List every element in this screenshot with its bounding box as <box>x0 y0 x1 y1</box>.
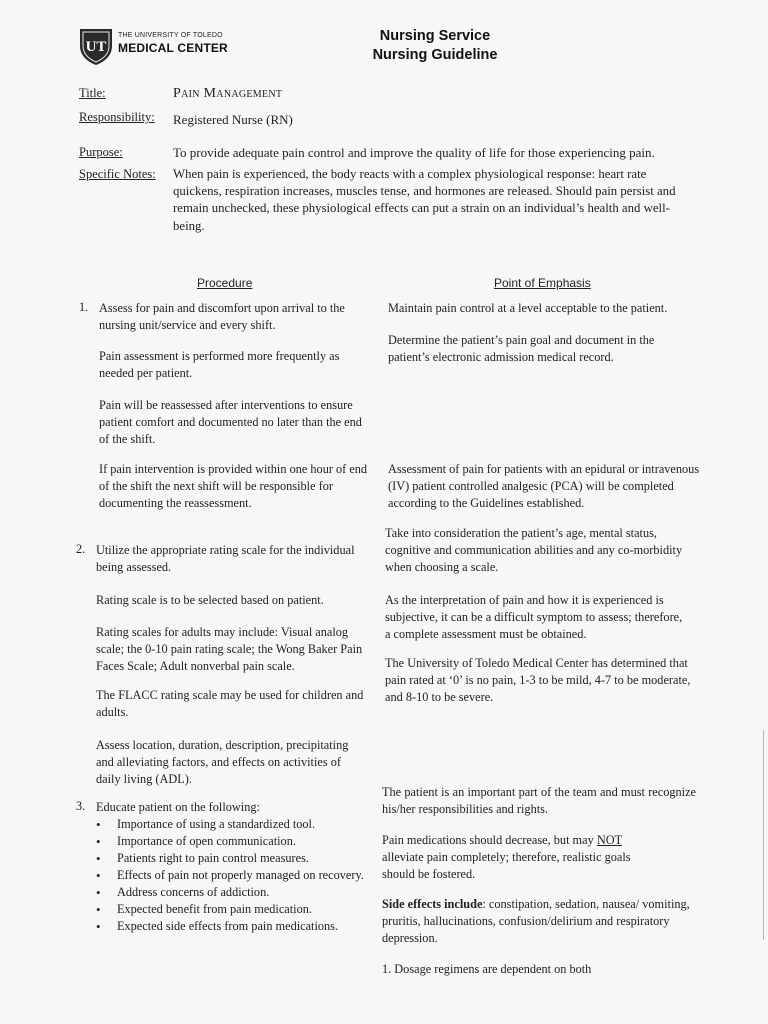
emphasis-paragraph: Determine the patient’s pain goal and document in the patient’s electronic admission medical record. <box>388 333 655 364</box>
emphasis-paragraph: Take into consideration the patient’s age, mental status, cognitive and communication abilities and any co-morbidity when choosing a scale. <box>385 526 683 574</box>
title-value: Pain Management <box>173 86 283 101</box>
step-2-number: 2. <box>76 542 86 556</box>
emphasis-paragraph <box>382 832 664 883</box>
university-name: THE UNIVERSITY OF TOLEDO <box>118 32 223 39</box>
emphasis-not-text: NOT <box>596 833 622 847</box>
side-effects-label: Side effects include <box>382 897 483 911</box>
purpose-value: To provide adequate pain control and improve the quality of life for those experiencing pain. <box>173 145 655 160</box>
step-2-paragraph: Rating scales for adults may include: Visual analog scale; the 0-10 pain rating scale; the Wong Baker Pain Faces Scale; Adult nonverbal pain scale. <box>96 625 363 673</box>
purpose-label: Purpose: <box>79 145 123 159</box>
emphasis-paragraph: Maintain pain control at a level acceptable to the patient. <box>388 301 668 315</box>
side-effects-paragraph <box>382 896 700 947</box>
education-bullet-list <box>96 816 366 935</box>
medical-center-name: MEDICAL CENTER <box>118 41 228 55</box>
step-1-paragraph: If pain intervention is provided within one hour of end of the shift the next shift will be responsible for documenting the reassessment. <box>99 462 368 510</box>
step-2-paragraph: The FLACC rating scale may be used for children and adults. <box>96 688 364 719</box>
step-1-number: 1. <box>79 300 89 314</box>
nursing-guideline-title: Nursing Guideline <box>372 47 498 63</box>
specific-notes-label: Specific Notes: <box>79 167 156 181</box>
list-item: • Importance of open communication. <box>96 833 366 850</box>
emphasis-paragraph: As the interpretation of pain and how it is experienced is subjective, it can be a difficult symptom to assess; therefore, a complete assessment must be obtained. <box>385 593 683 641</box>
step-1-text: Assess for pain and discomfort upon arrival to the nursing unit/service and every shift. <box>99 301 345 332</box>
list-item: • Importance of using a standardized tool. <box>96 816 366 833</box>
procedure-heading: Procedure <box>197 276 253 290</box>
step-2-text: Utilize the appropriate rating scale for the individual being assessed. <box>96 543 355 574</box>
step-2-paragraph: Assess location, duration, description, precipitating and alleviating factors, and effects on activities of daily living (ADL). <box>96 738 349 786</box>
point-of-emphasis-heading: Point of Emphasis <box>494 276 591 290</box>
emphasis-paragraph: 1. Dosage regimens are dependent on both <box>382 962 592 976</box>
page-edge-line <box>763 730 764 940</box>
list-item: • Expected side effects from pain medications. <box>96 918 366 935</box>
list-item: • Address concerns of addiction. <box>96 884 366 901</box>
specific-notes-value: When pain is experienced, the body reacts with a complex physiological response: heart rate quickens, respiration increases, muscles tense, and hormones are released. Should pain persist and remain unchecked, these physiological effects can put a strain on an individual’s health and well-being. <box>173 167 676 233</box>
emphasis-paragraph: The University of Toledo Medical Center has determined that pain rated at ‘0’ is no pain, 1-3 to be mild, 4-7 to be moderate, and 8-10 to be severe. <box>385 656 691 704</box>
logo-letters: UT <box>85 39 107 55</box>
side-effects-text: : constipation, sedation, nausea/ vomiting, pruritis, hallucinations, confusion/delirium and respiratory depression. <box>382 897 690 945</box>
shield-logo-icon <box>78 26 114 66</box>
nursing-service-title: Nursing Service <box>379 28 491 44</box>
emphasis-paragraph: The patient is an important part of the team and must recognize his/her responsibilities and rights. <box>382 785 696 816</box>
responsibility-label: Responsibility: <box>79 110 155 124</box>
university-logo <box>78 26 228 68</box>
responsibility-value: Registered Nurse (RN) <box>173 112 293 127</box>
emphasis-paragraph: Assessment of pain for patients with an epidural or intravenous (IV) patient controlled analgesic (PCA) will be completed according to the Guidelines established. <box>388 462 700 510</box>
step-1-paragraph: Pain will be reassessed after interventions to ensure patient comfort and documented no later than the end of the shift. <box>99 398 362 446</box>
list-item: • Patients right to pain control measures. <box>96 850 366 867</box>
header-titles <box>330 27 540 65</box>
title-label: Title: <box>79 86 106 100</box>
emphasis-text: alleviate pain completely; therefore, realistic goals should be fostered. <box>382 850 631 881</box>
step-1-paragraph: Pain assessment is performed more frequently as needed per patient. <box>99 349 340 380</box>
list-item: • Effects of pain not properly managed on recovery. <box>96 867 366 884</box>
step-2-paragraph: Rating scale is to be selected based on patient. <box>96 593 324 607</box>
step-3-text: Educate patient on the following: <box>96 800 260 814</box>
list-item: • Expected benefit from pain medication. <box>96 901 366 918</box>
emphasis-text: Pain medications should decrease, but may <box>382 833 597 847</box>
step-3-number: 3. <box>76 799 86 813</box>
